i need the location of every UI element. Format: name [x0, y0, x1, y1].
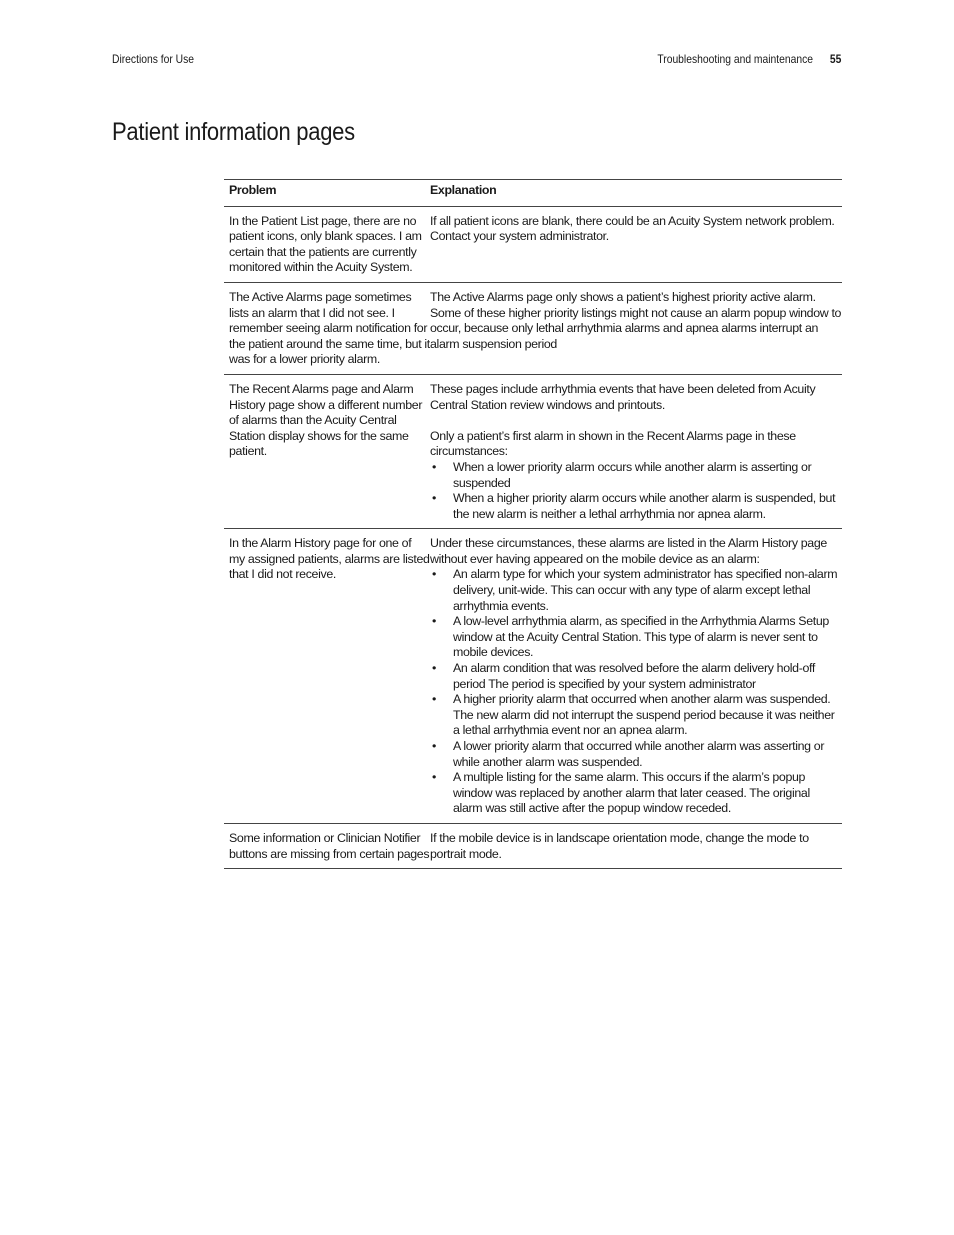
bullet-dot-icon: • — [432, 739, 436, 753]
bullet-item — [430, 567, 842, 614]
bullet-text: A multiple listing for the same alarm. This occurs if the alarm’s popup window was replaced by another alarm that later ceased. The original alarm was still active after the popup window receded. — [453, 770, 810, 816]
bullet-item — [430, 692, 842, 739]
explanation-cell — [430, 290, 842, 368]
bullet-item — [430, 661, 842, 692]
explanation-paragraph: If the mobile device is in landscape orientation mode, change the mode to portrait mode. — [430, 830, 809, 861]
bullet-item — [430, 739, 842, 770]
table-row — [224, 374, 842, 528]
problem-text: The Active Alarms page sometimes lists an alarm that I did not see. I remember seeing alarm notification for the patient around the same time, but it was for a lower priority alarm. — [229, 289, 430, 367]
bullet-text: When a higher priority alarm occurs while another alarm is suspended, but the new alarm is neither a lethal arrhythmia nor apnea alarm. — [453, 491, 836, 521]
problem-cell — [224, 382, 430, 522]
bullet-item — [430, 460, 842, 491]
bullet-dot-icon: • — [432, 567, 436, 582]
bullet-dot-icon: • — [432, 459, 436, 474]
explanation-cell — [430, 536, 842, 817]
problem-text: The Recent Alarms page and Alarm History page show a different number of alarms than the Acuity Central Station display shows for the same patient. — [229, 381, 423, 459]
bullet-text: An alarm condition that was resolved before the alarm delivery hold-off period The period is specified by your system administrator — [453, 661, 815, 691]
problem-text: In the Patient List page, there are no patient icons, only blank spaces. I am certain that the patients are currently monitored within the Acuity System. — [229, 213, 422, 275]
page-title: Patient information pages — [112, 118, 355, 146]
table-body — [224, 206, 842, 870]
page-number: 55 — [829, 52, 841, 66]
bullet-text: A higher priority alarm that occurred when another alarm was suspended. The new alarm did not interrupt the suspend period because it was neither a lethal arrhythmia event nor an apnea alarm. — [453, 692, 835, 738]
explanation-paragraph: Only a patient’s first alarm in shown in the Recent Alarms page in these circumstances: — [430, 428, 796, 459]
bullet-dot-icon: • — [432, 491, 436, 506]
bullet-dot-icon: • — [432, 692, 436, 707]
problem-text: Some information or Clinician Notifier buttons are missing from certain pages — [229, 830, 430, 861]
explanation-cell — [430, 831, 842, 862]
table-row — [224, 823, 842, 869]
explanation-cell — [430, 214, 842, 276]
bullet-text: When a lower priority alarm occurs while another alarm is asserting or suspended — [453, 459, 812, 490]
explanation-cell — [430, 382, 842, 522]
bullet-text: An alarm type for which your system administrator has specified non-alarm delivery, unit-wide. This can occur with any type of alarm except lethal arrhythmia events. — [453, 567, 838, 613]
bullet-dot-icon: • — [432, 661, 436, 676]
explanation-paragraph: Under these circumstances, these alarms are listed in the Alarm History page without ever having appeared on the mobile device as an alarm: — [430, 536, 827, 566]
table-row — [224, 528, 842, 823]
running-header-section: Troubleshooting and maintenance — [657, 52, 813, 66]
column-header-explanation-cell — [430, 183, 842, 199]
column-header-problem-cell — [224, 183, 430, 199]
running-header-left: Directions for Use — [112, 52, 195, 66]
table-row — [224, 206, 842, 282]
column-header-problem: Problem — [229, 183, 277, 197]
bullet-item — [430, 614, 842, 661]
explanation-paragraph: The Active Alarms page only shows a patient’s highest priority active alarm. Some of these higher priority listings might not cause an alarm popup window to occur, because only lethal arrhythmia alarms and apnea alarms interrupt an alarm suspension period — [430, 289, 842, 351]
explanation-paragraph: If all patient icons are blank, there could be an Acuity System network problem. Contact your system administrator. — [430, 213, 835, 244]
problem-cell — [224, 831, 430, 862]
troubleshooting-table — [224, 179, 842, 869]
problem-cell — [224, 536, 430, 817]
table-row — [224, 282, 842, 374]
problem-cell — [224, 214, 430, 276]
column-header-explanation: Explanation — [430, 183, 497, 197]
problem-text: In the Alarm History page for one of my assigned patients, alarms are listed that I did not receive. — [229, 536, 430, 582]
bullet-item — [430, 491, 842, 522]
bullet-dot-icon: • — [432, 770, 436, 785]
bullet-item — [430, 770, 842, 817]
problem-cell — [224, 290, 430, 368]
bullet-text: A lower priority alarm that occurred while another alarm was asserting or while another alarm was suspended. — [453, 739, 825, 769]
bullet-text: A low-level arrhythmia alarm, as specified in the Arrhythmia Alarms Setup window at the Acuity Central Station. This type of alarm is never sent to mobile devices. — [453, 614, 829, 660]
explanation-paragraph: These pages include arrhythmia events that have been deleted from Acuity Central Station review windows and printouts. — [430, 381, 816, 412]
bullet-dot-icon: • — [432, 614, 436, 629]
table-header-row — [224, 179, 842, 206]
